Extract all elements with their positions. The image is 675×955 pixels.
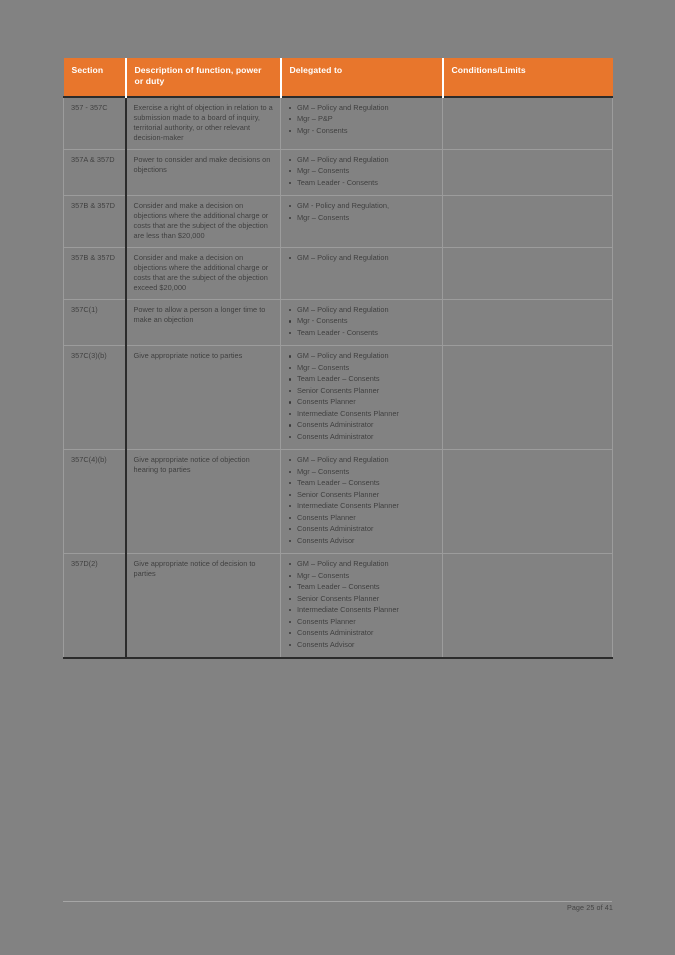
delegate-list-item: Intermediate Consents Planner (288, 409, 436, 419)
delegate-list-item: GM – Policy and Regulation (288, 155, 436, 165)
delegate-list-item: Consents Advisor (288, 640, 436, 650)
delegate-list-item: Consents Planner (288, 513, 436, 523)
cell-delegated-to (281, 554, 443, 658)
column-header-section: Section (64, 58, 126, 97)
cell-description: Consider and make a decision on objections where the additional charge or costs that are the subject of the objection are less than $20,000 (126, 196, 281, 248)
delegate-list-item: Mgr – Consents (288, 571, 436, 581)
delegate-list-item: Team Leader – Consents (288, 374, 436, 384)
cell-delegated-to (281, 196, 443, 248)
cell-description: Power to consider and make decisions on objections (126, 149, 281, 195)
cell-section: 357C(3)(b) (64, 346, 126, 450)
delegate-list (288, 201, 436, 222)
table-row (64, 149, 613, 195)
delegate-list-item: Senior Consents Planner (288, 594, 436, 604)
footer-divider (63, 901, 612, 902)
delegate-list-item: Consents Administrator (288, 524, 436, 534)
cell-description: Give appropriate notice of objection hearing to parties (126, 450, 281, 554)
delegate-list (288, 559, 436, 649)
delegate-list (288, 253, 436, 263)
cell-delegated-to (281, 248, 443, 300)
table-row (64, 196, 613, 248)
delegate-list-item: Consents Administrator (288, 432, 436, 442)
delegate-list (288, 351, 436, 441)
cell-conditions (443, 149, 613, 195)
cell-delegated-to (281, 346, 443, 450)
cell-section: 357B & 357D (64, 248, 126, 300)
cell-description: Exercise a right of objection in relation to a submission made to a board of inquiry, territorial authority, or other relevant decision-maker (126, 97, 281, 149)
delegate-list-item: GM – Policy and Regulation (288, 103, 436, 113)
cell-delegated-to (281, 97, 443, 149)
delegate-list-item: GM – Policy and Regulation (288, 559, 436, 569)
cell-description: Consider and make a decision on objections where the additional charge or costs that are the subject of the objection exceed $20,000 (126, 248, 281, 300)
delegate-list (288, 155, 436, 188)
table-row (64, 248, 613, 300)
table-body (64, 97, 613, 658)
cell-description: Give appropriate notice of decision to parties (126, 554, 281, 658)
delegate-list-item: Team Leader – Consents (288, 478, 436, 488)
delegate-list-item: GM – Policy and Regulation (288, 305, 436, 315)
delegate-list-item: Mgr – Consents (288, 213, 436, 223)
column-header-delegated-to: Delegated to (281, 58, 443, 97)
delegations-table (63, 58, 613, 659)
delegate-list (288, 305, 436, 338)
cell-conditions (443, 450, 613, 554)
delegate-list-item: GM - Policy and Regulation, (288, 201, 436, 211)
table-row (64, 97, 613, 149)
cell-section: 357D(2) (64, 554, 126, 658)
cell-description: Power to allow a person a longer time to make an objection (126, 299, 281, 345)
delegate-list-item: GM – Policy and Regulation (288, 253, 436, 263)
cell-delegated-to (281, 149, 443, 195)
cell-section: 357C(4)(b) (64, 450, 126, 554)
delegate-list-item: Consents Administrator (288, 420, 436, 430)
delegate-list-item: Intermediate Consents Planner (288, 605, 436, 615)
delegate-list-item: Mgr – Consents (288, 363, 436, 373)
cell-conditions (443, 196, 613, 248)
cell-delegated-to (281, 299, 443, 345)
table-header (64, 58, 613, 97)
table-row (64, 299, 613, 345)
cell-section: 357A & 357D (64, 149, 126, 195)
delegate-list-item: Senior Consents Planner (288, 386, 436, 396)
delegate-list-item: Mgr – Consents (288, 166, 436, 176)
delegate-list-item: Team Leader – Consents (288, 582, 436, 592)
cell-conditions (443, 299, 613, 345)
table-row (64, 346, 613, 450)
cell-description: Give appropriate notice to parties (126, 346, 281, 450)
cell-section: 357C(1) (64, 299, 126, 345)
delegate-list-item: Consents Administrator (288, 628, 436, 638)
delegate-list-item: Senior Consents Planner (288, 490, 436, 500)
cell-section: 357B & 357D (64, 196, 126, 248)
delegate-list-item: Mgr - Consents (288, 316, 436, 326)
delegate-list-item: Mgr – Consents (288, 467, 436, 477)
cell-conditions (443, 346, 613, 450)
delegate-list-item: Mgr - Consents (288, 126, 436, 136)
delegate-list (288, 455, 436, 545)
table-header-row (64, 58, 613, 97)
delegate-list-item: Consents Planner (288, 617, 436, 627)
cell-conditions (443, 97, 613, 149)
delegations-table-container (63, 58, 612, 659)
table-row (64, 554, 613, 658)
cell-section: 357 - 357C (64, 97, 126, 149)
delegate-list-item: Team Leader - Consents (288, 328, 436, 338)
table-row (64, 450, 613, 554)
delegate-list-item: GM – Policy and Regulation (288, 351, 436, 361)
delegate-list-item: Consents Planner (288, 397, 436, 407)
delegate-list-item: Intermediate Consents Planner (288, 501, 436, 511)
column-header-conditions: Conditions/Limits (443, 58, 613, 97)
delegate-list-item: GM – Policy and Regulation (288, 455, 436, 465)
cell-delegated-to (281, 450, 443, 554)
cell-conditions (443, 554, 613, 658)
footer-page-number: Page 25 of 41 (566, 903, 613, 912)
delegate-list (288, 103, 436, 136)
delegate-list-item: Team Leader - Consents (288, 178, 436, 188)
delegate-list-item: Consents Advisor (288, 536, 436, 546)
cell-conditions (443, 248, 613, 300)
column-header-description: Description of function, power or duty (126, 58, 281, 97)
delegate-list-item: Mgr – P&P (288, 114, 436, 124)
